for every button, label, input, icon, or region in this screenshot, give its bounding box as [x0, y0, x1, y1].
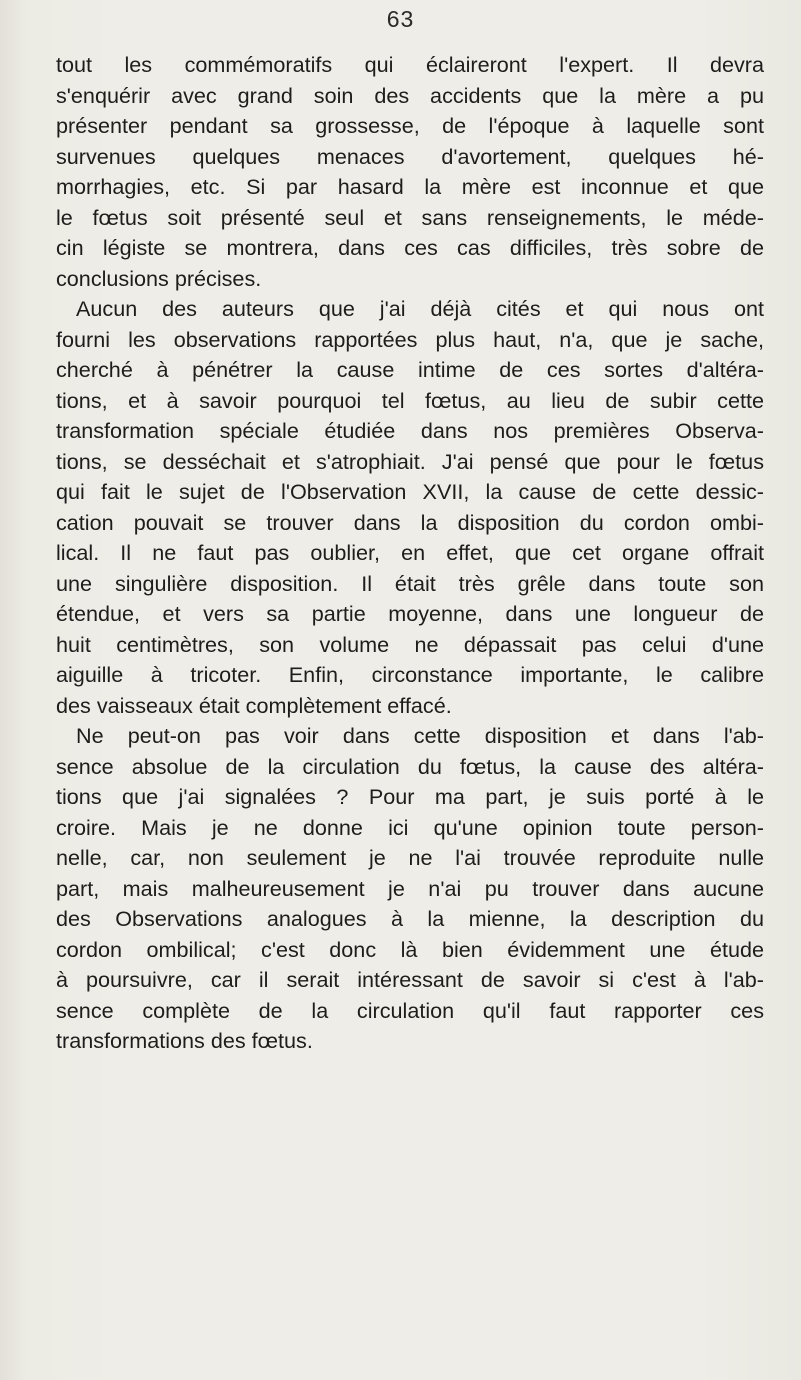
text-line: conclusions précises.	[56, 265, 262, 291]
text-line: tions, se desséchait et s'atrophiait. J'ai pensé que pour le fœtus	[56, 448, 764, 474]
paragraph-3	[56, 721, 764, 1057]
text-line: survenues quelques menaces d'avortement, quelques hé-	[56, 143, 764, 169]
text-line: cherché à pénétrer la cause intime de ces sortes d'altéra-	[56, 357, 764, 382]
text-line: transformation spéciale étudiée dans nos premières Observa-	[56, 418, 764, 443]
text-line: nelle, car, non seulement je ne l'ai trouvée reproduite nulle	[56, 845, 764, 870]
text-line: une singulière disposition. Il était très grêle dans toute son	[56, 570, 764, 596]
text-line: qui fait le sujet de l'Observation XVII, la cause de cette dessic-	[56, 479, 764, 504]
text-line: Ne peut-on pas voir dans cette disposition et dans l'ab-	[76, 723, 764, 748]
body-text	[56, 50, 764, 1057]
text-line: aiguille à tricoter. Enfin, circonstance importante, le calibre	[56, 662, 764, 687]
text-line: transformations des fœtus.	[56, 1028, 313, 1053]
text-line: sence absolue de la circulation du fœtus, la cause des altéra-	[56, 753, 764, 779]
text-line: des Observations analogues à la mienne, la description du	[56, 906, 764, 931]
text-line: cordon ombilical; c'est donc là bien évidemment une étude	[56, 936, 764, 962]
text-line: fourni les observations rapportées plus haut, n'a, que je sache,	[56, 326, 764, 352]
text-line: part, mais malheureusement je n'ai pu trouver dans aucune	[56, 875, 764, 901]
text-line: huit centimètres, son volume ne dépassait pas celui d'une	[56, 631, 764, 657]
text-line: tions que j'ai signalées ? Pour ma part, je suis porté à le	[56, 784, 764, 809]
text-line: s'enquérir avec grand soin des accidents que la mère a pu	[56, 82, 764, 108]
text-line: à poursuivre, car il serait intéressant de savoir si c'est à l'ab-	[56, 967, 764, 992]
page-number: 63	[386, 6, 415, 32]
text-line: cation pouvait se trouver dans la disposition du cordon ombi-	[56, 509, 764, 535]
text-line: croire. Mais je ne donne ici qu'une opinion toute person-	[56, 814, 764, 840]
text-line: des vaisseaux était complètement effacé.	[56, 692, 452, 718]
text-line: présenter pendant sa grossesse, de l'époque à laquelle sont	[56, 113, 764, 138]
text-line: tions, et à savoir pourquoi tel fœtus, au lieu de subir cette	[56, 387, 764, 413]
text-line: Aucun des auteurs que j'ai déjà cités et qui nous ont	[76, 296, 764, 321]
text-line: sence complète de la circulation qu'il faut rapporter ces	[56, 997, 764, 1023]
text-line: tout les commémoratifs qui éclaireront l'expert. Il devra	[56, 52, 764, 77]
text-line: cin légiste se montrera, dans ces cas difficiles, très sobre de	[56, 235, 764, 260]
text-line: le fœtus soit présenté seul et sans renseignements, le méde-	[56, 204, 764, 230]
text-line: morrhagies, etc. Si par hasard la mère est inconnue et que	[56, 174, 764, 199]
text-line: lical. Il ne faut pas oublier, en effet, que cet organe offrait	[56, 540, 764, 565]
text-line: étendue, et vers sa partie moyenne, dans une longueur de	[56, 601, 764, 626]
paragraph-1	[56, 50, 764, 294]
paragraph-2	[56, 294, 764, 721]
